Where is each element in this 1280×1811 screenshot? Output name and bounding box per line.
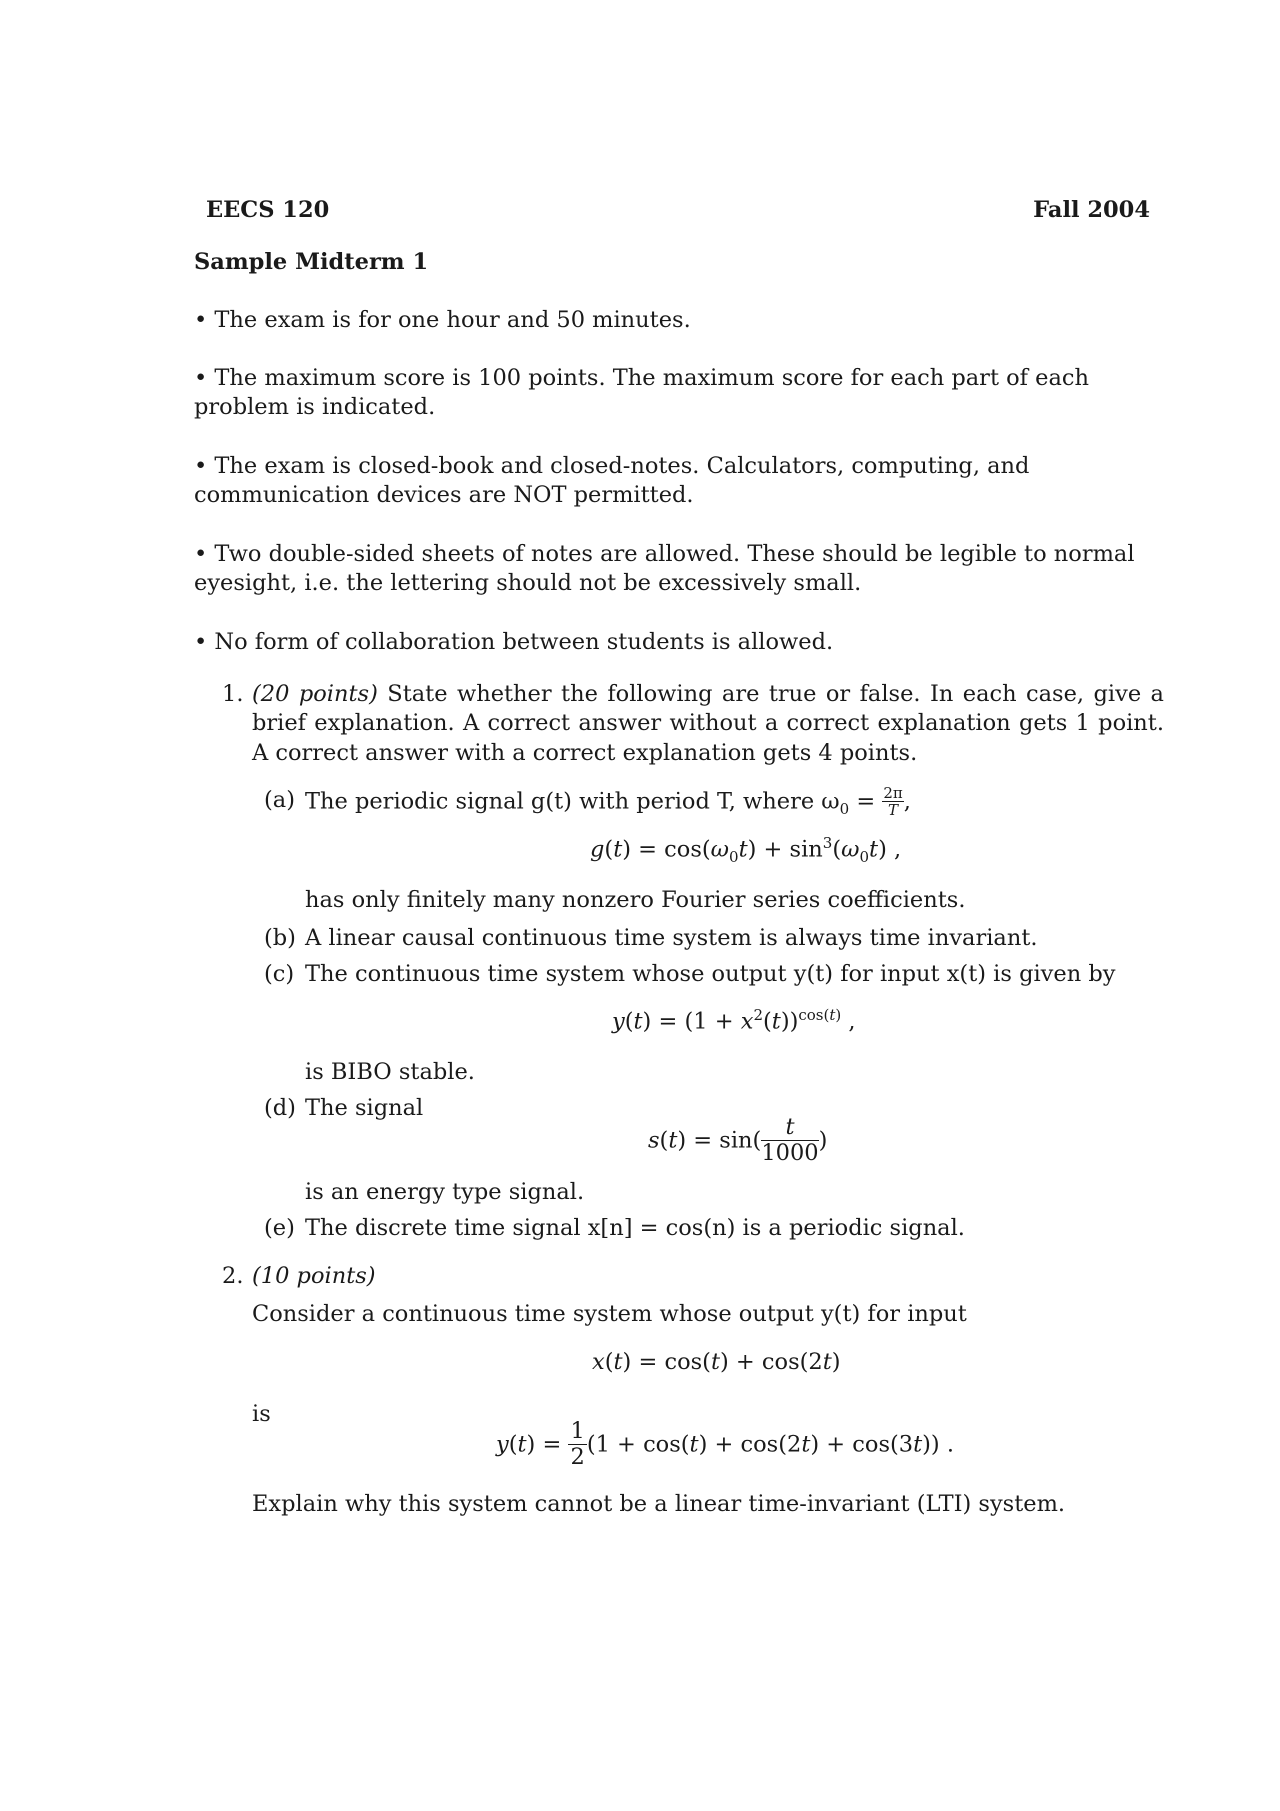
part-a-label: (a) — [264, 787, 295, 813]
part-d-text: The signal — [305, 1095, 424, 1121]
equation-y-2: y(t) = $\frac{1}{2}$ (1 + cos(t) + cos(2t) + cos(3t)) . — [496, 1418, 955, 1470]
rule-collaboration: • No form of collaboration between students is allowed. — [194, 629, 834, 655]
problem-1-intro — [252, 680, 1164, 768]
part-a-conclusion: has only finitely many nonzero Fourier series coefficients. — [305, 887, 966, 913]
course-code: EECS 120 — [206, 197, 330, 223]
problem-2-points: (10 points) — [252, 1263, 376, 1289]
part-c-label: (c) — [264, 961, 295, 987]
part-b-text: A linear causal continuous time system is always time invariant. — [305, 925, 1038, 951]
problem-2-is: is — [252, 1401, 271, 1427]
rule-max-score: • The maximum score is 100 points. The maximum score for each part of each problem is indicated. — [194, 365, 1089, 421]
rule-duration: • The exam is for one hour and 50 minutes. — [194, 307, 691, 333]
part-d-conclusion: is an energy type signal. — [305, 1179, 585, 1205]
problem-2-question: Explain why this system cannot be a linear time-invariant (LTI) system. — [252, 1491, 1066, 1517]
problem-2-number: 2. — [222, 1263, 244, 1289]
rule-closed-book: • The exam is closed-book and closed-notes. Calculators, computing, and communication devices are NOT permitted. — [194, 453, 1030, 509]
page-title: Sample Midterm 1 — [194, 249, 429, 275]
one-half-fraction: $\frac{1}{2}$ — [570, 1418, 585, 1470]
part-a-text: The periodic signal g(t) with period T, where $\omega_0$ = $\frac{2\pi}{T}$ , — [305, 784, 911, 819]
term: Fall 2004 — [1033, 197, 1150, 223]
part-e-label: (e) — [264, 1215, 295, 1241]
problem-1-points: (20 points) — [252, 681, 378, 707]
equation-s: s(t) = sin( $\frac{t}{1000}$ ) — [648, 1114, 828, 1166]
equation-y-c: $y(t) = (1 + x^2(t))^{cos(t)}$ , — [612, 1006, 856, 1035]
problem-1-instructions: State whether the following are true or false. In each case, give a brief explanation. A correct answer without a correct explanation gets 1 point. A correct answer with a correct explanation gets 4 points. — [252, 681, 1164, 766]
rule-notes: • Two double-sided sheets of notes are allowed. These should be legible to normal eyesight, i.e. the lettering should not be excessively small. — [194, 541, 1135, 597]
problem-1-number: 1. — [222, 681, 244, 707]
problem-2-intro: Consider a continuous time system whose output y(t) for input — [252, 1301, 967, 1327]
t-over-1000-fraction: $\frac{t}{1000}$ — [761, 1114, 819, 1166]
part-c-text: The continuous time system whose output y(t) for input x(t) is given by — [305, 961, 1116, 987]
equation-x: x(t) = cos(t) + cos(2t) — [592, 1349, 841, 1375]
equation-g: $g(t) = \cos(\omega_0t) + \sin^3(\omega_0t)$ , — [590, 834, 902, 866]
part-d-label: (d) — [264, 1095, 296, 1121]
part-c-conclusion: is BIBO stable. — [305, 1059, 475, 1085]
part-b-label: (b) — [264, 925, 296, 951]
part-e-text: The discrete time signal x[n] = cos(n) is a periodic signal. — [305, 1215, 965, 1241]
omega-fraction: $\frac{2\pi}{T}$ — [883, 784, 903, 819]
